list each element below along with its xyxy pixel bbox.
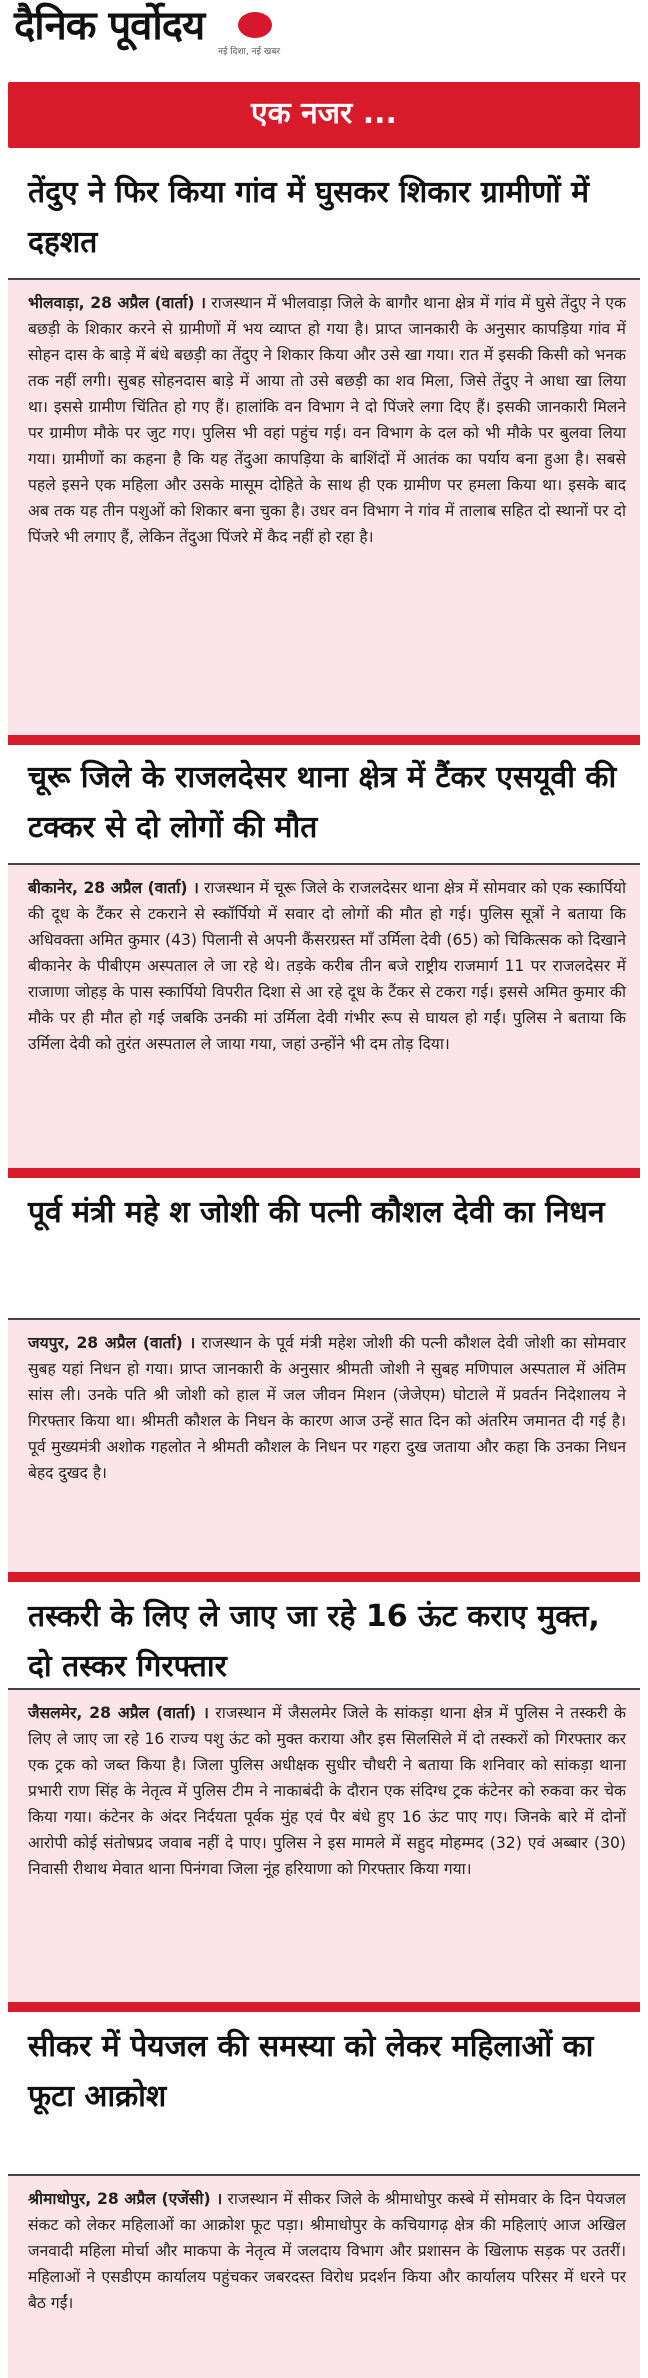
story-headline: तेंदुए ने फिर किया गांव में घुसकर शिकार ग्रामीणों में दहशत (8, 160, 640, 278)
story-separator (8, 735, 640, 745)
story-dateline: जैसलमेर, 28 अप्रैल (वार्ता) । (28, 1704, 209, 1722)
story-dateline: श्रीमाधोपुर, 28 अप्रैल (एजेंसी) । (28, 2190, 223, 2208)
story-text: राजस्थान में भीलवाड़ा जिले के बागौर थाना क्षेत्र में गांव में घुसे तेंदुए ने एक बछड़ी के शिकार करने से ग्रामीणों में भय व्याप्त हो गया है। प्राप्त जानकारी के अनुसार कापड़िया गांव में सोहन दास के बाड़े में बंधे बछड़ी का तेंदुए ने शिकार किया और उसे खा गया। रात में इसकी किसी को भनक तक नहीं लगी। सुबह सोहनदास बाड़े में आया तो उसे बछड़ी का शव मिला, जिसे तेंदुए ने आधा खा लिया था। इससे ग्रामीण चिंतित हो गए हैं। हालांकि वन विभाग ने दो पिंजरे लगा दिए हैं। इसकी जानकारी मिलने पर ग्रामीण मौके पर जुट गए। पुलिस भी वहां पहुंच गई। वन विभाग के दल को भी मौके पर बुलवा लिया गया। ग्रामीणों का कहना है कि यह तेंदुआ कापड़िया के बाशिंदों में आतंक का पर्याय बना हुआ है। सबसे पहले इसने एक महिला और उसके मासूम दोहिते के साथ ही एक ग्रामीण पर हमला किया था। इसके बाद अब तक यह तीन पशुओं को शिकार बना चुका है। उधर वन विभाग ने गांव में तालाब सहित दो स्थानों पर दो पिंजरे भी लगाए हैं, लेकिन तेंदुआ पिंजरे में कैद नहीं हो रहा है। (28, 294, 626, 546)
news-story (8, 745, 640, 1168)
story-headline: तस्करी के लिए ले जाए जा रहे 16 ऊंट कराए मुक्त, दो तस्कर गिरफ्तार (8, 1584, 640, 1688)
news-story (8, 160, 640, 735)
news-story (8, 1584, 640, 2002)
story-text: राजस्थान में जैसलमेर जिले के सांकड़ा थाना क्षेत्र में पुलिस ने तस्करी के लिए ले जाए जा रहे 16 राज्य पशु ऊंट को मुक्त कराया और इस सिलसिले में दो तस्करों को गिरफ्तार कर एक ट्रक को जब्त किया है। जिला पुलिस अधीक्षक सुधीर चौधरी ने बताया कि शनिवार को सांकड़ा थाना प्रभारी राण सिंह के नेतृत्व में पुलिस टीम ने नाकाबंदी के दौरान एक संदिग्ध ट्रक कंटेनर को रुकवा कर चेक किया गया। कंटेनर के अंदर निर्दयता पूर्वक मुंह एवं पैर बंधे हुए 16 ऊंट पाए गए। जिनके बारे में दोनों आरोपी कोई संतोषप्रद जवाब नहीं दे पाए। पुलिस ने इस मामले में सहुद मोहम्मद (32) एवं अब्बार (30) निवासी रीथाथ मेवात थाना पिनंगवा जिला नूंह हरियाणा को गिरफ्तार किया गया। (28, 1704, 627, 1878)
news-story (8, 1180, 640, 1572)
story-text: राजस्थान के पूर्व मंत्री महेश जोशी की पत्नी कौशल देवी जोशी का सोमवार सुबह यहां निधन हो गया। प्राप्त जानकारी के अनुसार श्रीमती जोशी ने सुबह मणिपाल अस्पताल में अंतिम सांस ली। उनके पति श्री जोशी को हाल में जल जीवन मिशन (जेजेएम) घोटाले में प्रवर्तन निदेशालय ने गिरफ्तार किया था। श्रीमती कौशल के निधन के कारण आज उन्हें सात दिन को अंतरिम जमानत दी गई है। पूर्व मुख्यमंत्री अशोक गहलोत ने श्रीमती कौशल के निधन पर गहरा दुख जताया और कहा कि उनका निधन बेहद दुखद है। (28, 1334, 626, 1482)
story-headline: सीकर में पेयजल की समस्या को लेकर महिलाओं का फूटा आक्रोश (8, 2014, 640, 2174)
story-dateline: जयपुर, 28 अप्रैल (वार्ता) । (28, 1334, 196, 1352)
story-text: राजस्थान में चूरू जिले के राजलदेसर थाना क्षेत्र में सोमवार को एक स्कार्पियो की दूध के टैंकर से टकराने से स्कॉर्पियो में सवार दो लोगों की मौत हो गई। पुलिस सूत्रों ने बताया कि अधिवक्ता अमित कुमार (43) पिलानी से अपनी कैंसरग्रस्त माँ उर्मिला देवी (65) को चिकित्सक को दिखाने बीकानेर के पीबीएम अस्पताल ले जा रहे थे। तड़के करीब तीन बजे राष्ट्रीय राजमार्ग 11 पर राजलदेसर में राजाणा जोहड़ के पास स्कार्पियो विपरीत दिशा से आ रहे दूध के टैंकर से टकरा गई। इससे अमित कुमार की मौके पर ही मौत हो गई जबकि उनकी मां उर्मिला देवी गंभीर रूप से घायल हो गईं। पुलिस ने बताया कि उर्मिला देवी को तुरंत अस्पताल ले जाया गया, जहां उन्होंने भी दम तोड़ दिया। (28, 879, 626, 1053)
story-text: राजस्थान में सीकर जिले के श्रीमाधोपुर कस्बे में सोमवार के दिन पेयजल संकट को लेकर महिलाओं का आक्रोश फूट पड़ा। श्रीमाधोपुर के कचियागढ़ क्षेत्र की महिलाएं आज अखिल जनवादी महिला मोर्चा और माकपा के नेतृत्व में जलदाय विभाग और प्रशासन के खिलाफ सड़क पर उतरीं। महिलाओं ने एसडीएम कार्यालय पहुंचकर जबरदस्त विरोध प्रदर्शन किया और कार्यालय परिसर में धरने पर बैठ गईं। (28, 2190, 626, 2312)
newspaper-logo-mark (238, 12, 272, 38)
news-story (8, 2014, 640, 2378)
masthead (0, 0, 648, 74)
section-banner (8, 82, 640, 148)
story-separator (8, 1572, 640, 1582)
newspaper-tagline: नई दिशा, नई खबर (218, 47, 281, 57)
section-banner-title: एक नजर ... (251, 96, 397, 131)
newspaper-title: दैनिक पूर्वोदय (14, 2, 205, 49)
story-separator (8, 1168, 640, 1178)
story-dateline: भीलवाड़ा, 28 अप्रैल (वार्ता) । (28, 294, 207, 312)
story-body (8, 1320, 640, 1572)
story-separator (8, 2002, 640, 2012)
story-body (8, 1690, 640, 2002)
story-body (8, 280, 640, 735)
story-body (8, 2176, 640, 2378)
story-headline: चूरू जिले के राजलदेसर थाना क्षेत्र में टैंकर एसयूवी की टक्कर से दो लोगों की मौत (8, 745, 640, 863)
story-body (8, 865, 640, 1168)
story-dateline: बीकानेर, 28 अप्रैल (वार्ता) । (28, 879, 199, 897)
story-headline: पूर्व मंत्री महे श जोशी की पत्नी कौशल देवी का निधन (8, 1180, 640, 1318)
